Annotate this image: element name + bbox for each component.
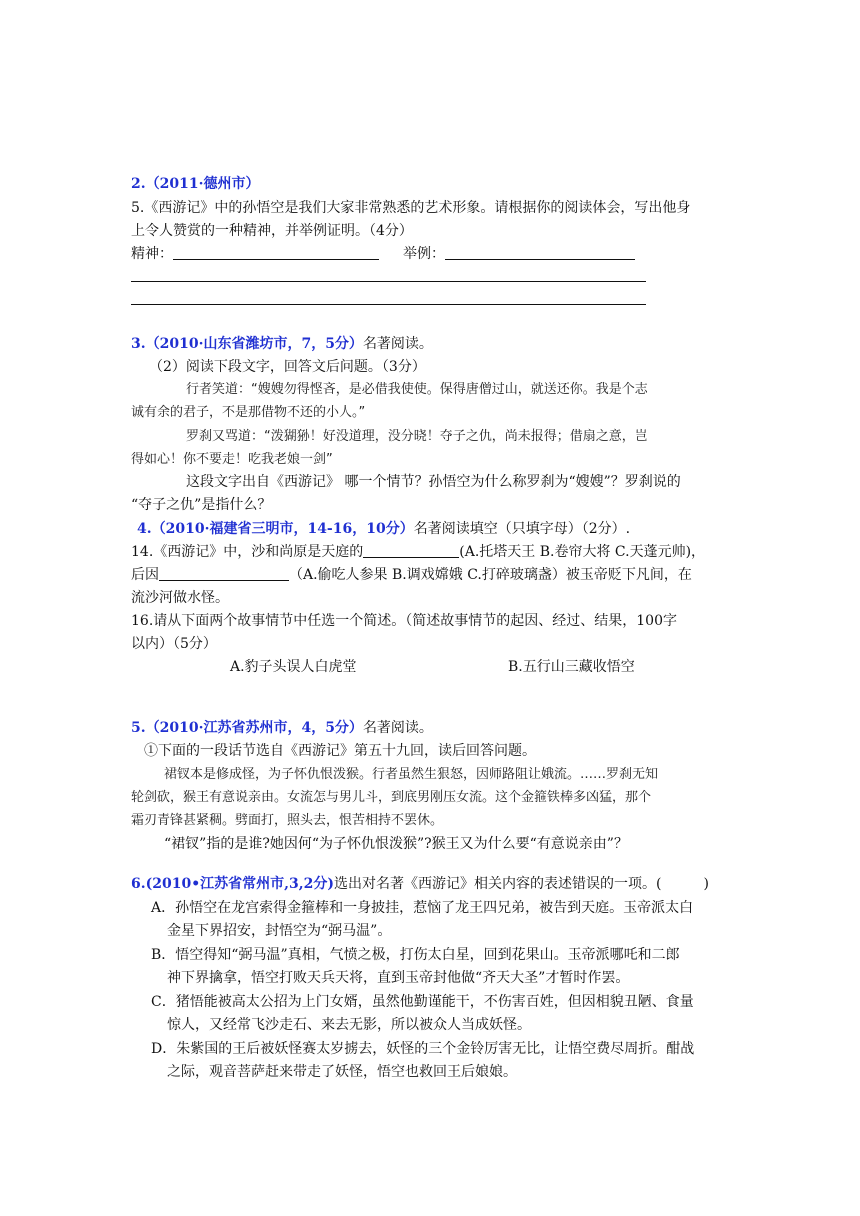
q14-text-b: (A.托塔天王 B.卷帘大将 C.天蓬元帅)，	[459, 544, 706, 560]
q2-header: 2.（2011·德州市）	[131, 176, 260, 192]
q5-header-tail: 名著阅读。	[362, 720, 433, 736]
q5-passage-line3: 霜刃青锋甚紧稠。劈面打，照头去，恨苦相持不罢休。	[131, 813, 444, 828]
q6-header-row	[131, 874, 709, 894]
q3-header: 3.（2010·山东省潍坊市，7，5分）	[131, 336, 363, 352]
example-label: 举例：	[403, 246, 445, 262]
q4-header: 4.（2010·福建省三明市，14-16，10分）	[137, 521, 414, 537]
q14-text-a: 14.《西游记》中，沙和尚原是天庭的	[131, 544, 364, 560]
q2-prompt-line2: 上令人赞赏的一种精神，并举例证明。（4分）	[131, 223, 413, 239]
q6-option-b-line2: 神下界擒拿，悟空打败天兵天将，直到玉帝封他做“齐天大圣”才暂时作罢。	[167, 970, 630, 986]
q3-header-tail: 名著阅读。	[362, 336, 433, 352]
q5-header: 5.（2010·江苏省苏州市，4，5分）	[131, 720, 363, 736]
q15-text-a: 后因	[131, 567, 159, 583]
answer-line-2[interactable]	[131, 304, 646, 305]
q6-option-d-line1: D．朱紫国的王后被妖怪赛太岁掳去，妖怪的三个金铃厉害无比，让悟空费尽周折。酣战	[151, 1041, 695, 1057]
q6-option-a-line1: A．孙悟空在龙宫索得金箍棒和一身披挂，惹恼了龙王四兄弟，被告到天庭。玉帝派太白	[151, 900, 694, 916]
q6-header-tail: 选出对名著《西游记》相关内容的表述错误的一项。( )	[334, 876, 709, 892]
q3-passage-line3: 罗刹又骂道：“泼猢狲！好没道理，没分晓！夺子之仇，尚未报得；借扇之意，岂	[186, 429, 648, 444]
q6-header: 6.(2010•江苏省常州市,3,2分)	[131, 876, 335, 892]
q5-passage-line1: 裙钗本是修成怪，为子怀仇恨泼猴。行者虽然生狠怒，因师路阻让娥流。……罗刹无知	[164, 767, 659, 782]
q2-answer-row	[131, 244, 635, 264]
q15-line2: 流沙河做水怪。	[131, 590, 229, 606]
q3-passage-line4: 得如心！你不要走！吃我老娘一剑”	[131, 452, 333, 467]
q15-text-b: （A.偷吃人参果 B.调戏嫦娥 C.打碎玻璃盏）被玉帝贬下凡间，在	[289, 567, 692, 583]
q16-option-b: B.五行山三藏收悟空	[508, 659, 635, 675]
q3-subquestion: （2）阅读下段文字，回答文后问题。（3分）	[149, 359, 426, 375]
q15-line	[131, 565, 692, 585]
q2-prompt-line1: 5.《西游记》中的孙悟空是我们大家非常熟悉的艺术形象。请根据你的阅读体会，写出他身	[131, 200, 691, 216]
q16-option-a: A.豹子头误人白虎堂	[230, 659, 357, 675]
q14-blank[interactable]	[363, 543, 459, 558]
example-blank[interactable]	[445, 245, 635, 260]
q5-header-row	[131, 718, 433, 738]
q3-question-line1: 这段文字出自《西游记》 哪一个情节？孙悟空为什么称罗刹为“嫂嫂”？罗刹说的	[186, 474, 681, 490]
q16-line1: 16.请从下面两个故事情节中任选一个简述。（简述故事情节的起因、经过、结果，100字	[131, 613, 677, 629]
q6-option-b-line1: B．悟空得知“弼马温”真相，气愤之极，打伤太白星，回到花果山。玉帝派哪吒和二郎	[151, 947, 680, 963]
q6-option-c-line1: C．猪悟能被高太公招为上门女婿，虽然他勤谨能干，不伤害百姓，但因相貌丑陋、食量	[151, 994, 694, 1010]
q5-subquestion: ①下面的一段话节选自《西游记》第五十九回，读后回答问题。	[144, 743, 536, 759]
q5-question: “裙钗”指的是谁?她因何“为子怀仇恨泼猴”?猴王又为什么要“有意说亲由”？	[164, 836, 628, 852]
q3-passage-line2: 诚有余的君子，不是那借物不还的小人。”	[131, 405, 366, 420]
q5-passage-line2: 轮剑砍，猴王有意说亲由。女流怎与男儿斗，到底男刚压女流。这个金箍铁棒多凶猛，那个	[131, 790, 652, 805]
answer-line-1[interactable]	[131, 281, 646, 282]
q16-line2: 以内）（5分）	[131, 636, 217, 652]
q4-header-tail: 名著阅读填空（只填字母）（2分）.	[413, 521, 631, 537]
spirit-blank[interactable]	[173, 245, 379, 260]
q6-option-a-line2: 金星下界招安，封悟空为“弼马温”。	[167, 923, 392, 939]
q6-option-d-line2: 之际，观音菩萨赶来带走了妖怪，悟空也救回王后娘娘。	[167, 1064, 517, 1080]
q3-passage-line1: 行者笑道：“嫂嫂勿得悭吝，是必借我使使。保得唐僧过山，就送还你。我是个志	[186, 382, 648, 397]
q6-option-c-line2: 惊人，又经常飞沙走石、来去无影，所以被众人当成妖怪。	[167, 1017, 531, 1033]
q3-header-row	[131, 334, 433, 354]
q15-blank[interactable]	[159, 566, 289, 581]
q14-line	[131, 542, 705, 562]
spirit-label: 精神：	[131, 246, 173, 262]
q4-header-row	[137, 519, 630, 539]
q3-question-line2: “夺子之仇”是指什么？	[131, 497, 272, 513]
